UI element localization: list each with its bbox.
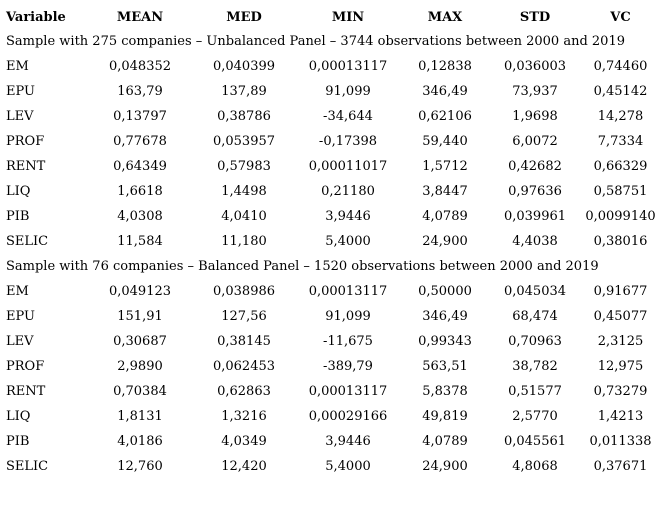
- cell-mean: 12,760: [117, 459, 163, 474]
- cell-min: 0,00013117: [308, 284, 388, 299]
- cell-mean: 151,91: [117, 309, 163, 324]
- cell-min: 91,099: [325, 84, 371, 99]
- table-row: [6, 104, 661, 129]
- cell-med: 0,038986: [212, 284, 276, 299]
- table-body: [6, 29, 661, 479]
- table-row: [6, 379, 661, 404]
- variable-name: LIQ: [6, 409, 31, 424]
- cell-min: -389,79: [323, 359, 373, 374]
- section-title: Sample with 76 companies – Balanced Panel – 1520 observations between 2000 and 2019: [6, 259, 599, 274]
- cell-max: 563,51: [422, 359, 468, 374]
- variable-name: LIQ: [6, 184, 31, 199]
- section-title: Sample with 275 companies – Unbalanced Panel – 3744 observations between 2000 and 2019: [6, 34, 625, 49]
- header-mean: MEAN: [116, 9, 164, 25]
- variable-name: RENT: [6, 384, 46, 399]
- cell-std: 1,9698: [512, 109, 558, 124]
- cell-std: 4,4038: [512, 234, 558, 249]
- cell-min: -34,644: [323, 109, 373, 124]
- table-row: [6, 354, 661, 379]
- cell-med: 0,57983: [217, 159, 271, 174]
- header-std: STD: [519, 9, 551, 25]
- cell-vc: 0,37671: [593, 459, 648, 474]
- cell-mean: 0,048352: [108, 59, 172, 74]
- descriptive-statistics-table: [6, 5, 661, 479]
- cell-mean: 0,049123: [108, 284, 172, 299]
- variable-name: EPU: [6, 84, 35, 99]
- cell-max: 24,900: [422, 459, 468, 474]
- cell-std: 4,8068: [512, 459, 558, 474]
- cell-max: 3,8447: [422, 184, 468, 199]
- cell-std: 0,036003: [503, 59, 567, 74]
- cell-max: 59,440: [422, 134, 468, 149]
- cell-mean: 0,64349: [113, 159, 167, 174]
- cell-max: 0,50000: [418, 284, 472, 299]
- cell-vc: 1,4213: [597, 409, 644, 424]
- cell-med: 0,040399: [212, 59, 276, 74]
- cell-med: 4,0410: [221, 209, 267, 224]
- variable-name: EM: [6, 284, 29, 299]
- cell-mean: 11,584: [117, 234, 163, 249]
- cell-std: 0,51577: [508, 384, 562, 399]
- cell-mean: 0,77678: [113, 134, 167, 149]
- cell-std: 2,5770: [512, 409, 558, 424]
- cell-mean: 0,13797: [113, 109, 167, 124]
- cell-std: 0,045561: [503, 434, 567, 449]
- cell-med: 0,62863: [217, 384, 271, 399]
- cell-std: 6,0072: [512, 134, 558, 149]
- variable-name: LEV: [6, 109, 34, 124]
- cell-vc: 2,3125: [597, 334, 644, 349]
- cell-std: 38,782: [512, 359, 558, 374]
- table-row: [6, 454, 661, 479]
- table-row: [6, 304, 661, 329]
- table-row: [6, 179, 661, 204]
- cell-min: 3,9446: [325, 209, 371, 224]
- cell-min: 5,4000: [325, 234, 371, 249]
- variable-name: SELIC: [6, 234, 49, 249]
- cell-mean: 0,30687: [113, 334, 167, 349]
- cell-max: 346,49: [422, 84, 468, 99]
- table-row: [6, 404, 661, 429]
- header-max: MAX: [427, 9, 463, 25]
- cell-vc: 0,91677: [593, 284, 648, 299]
- cell-min: 0,00011017: [308, 159, 388, 174]
- table-row: [6, 429, 661, 454]
- cell-std: 0,039961: [503, 209, 567, 224]
- section-title-row: [6, 254, 661, 279]
- header-min: MIN: [331, 9, 365, 25]
- cell-std: 0,70963: [508, 334, 562, 349]
- table-row: [6, 54, 661, 79]
- cell-std: 0,97636: [508, 184, 562, 199]
- cell-vc: 14,278: [597, 109, 644, 124]
- cell-med: 0,053957: [212, 134, 276, 149]
- header-med: MED: [226, 9, 262, 25]
- cell-min: 0,00013117: [308, 384, 388, 399]
- cell-vc: 0,45077: [593, 309, 648, 324]
- cell-max: 5,8378: [422, 384, 468, 399]
- cell-vc: 7,7334: [597, 134, 644, 149]
- cell-med: 127,56: [221, 309, 267, 324]
- cell-min: 3,9446: [325, 434, 371, 449]
- cell-mean: 1,6618: [117, 184, 163, 199]
- cell-mean: 0,70384: [113, 384, 167, 399]
- cell-vc: 0,66329: [593, 159, 648, 174]
- cell-max: 4,0789: [422, 434, 468, 449]
- cell-max: 1,5712: [422, 159, 468, 174]
- cell-min: 0,00013117: [308, 59, 388, 74]
- cell-std: 73,937: [512, 84, 558, 99]
- cell-max: 346,49: [422, 309, 468, 324]
- cell-med: 12,420: [221, 459, 267, 474]
- header-vc: VC: [610, 9, 631, 25]
- cell-vc: 0,38016: [593, 234, 648, 249]
- table-row: [6, 204, 661, 229]
- variable-name: PIB: [6, 209, 30, 224]
- cell-vc: 0,73279: [593, 384, 648, 399]
- cell-mean: 1,8131: [117, 409, 163, 424]
- cell-max: 4,0789: [422, 209, 468, 224]
- table-row: [6, 279, 661, 304]
- cell-std: 0,42682: [508, 159, 562, 174]
- variable-name: RENT: [6, 159, 46, 174]
- cell-mean: 2,9890: [117, 359, 163, 374]
- cell-vc: 0,011338: [589, 434, 652, 449]
- variable-name: LEV: [6, 334, 34, 349]
- cell-std: 0,045034: [503, 284, 567, 299]
- cell-med: 0,38145: [217, 334, 271, 349]
- table-row: [6, 129, 661, 154]
- cell-max: 0,99343: [418, 334, 472, 349]
- cell-med: 137,89: [221, 84, 267, 99]
- cell-mean: 4,0186: [117, 434, 163, 449]
- cell-vc: 0,58751: [593, 184, 648, 199]
- cell-med: 0,38786: [217, 109, 271, 124]
- cell-med: 0,062453: [212, 359, 276, 374]
- cell-max: 0,12838: [418, 59, 472, 74]
- header-variable: Variable: [6, 9, 66, 25]
- cell-min: 91,099: [325, 309, 371, 324]
- variable-name: PIB: [6, 434, 30, 449]
- cell-min: 0,21180: [321, 184, 375, 199]
- variable-name: EPU: [6, 309, 35, 324]
- cell-std: 68,474: [512, 309, 558, 324]
- cell-min: -11,675: [323, 334, 373, 349]
- variable-name: PROF: [6, 134, 45, 149]
- cell-med: 1,3216: [221, 409, 267, 424]
- cell-mean: 4,0308: [117, 209, 163, 224]
- cell-mean: 163,79: [117, 84, 163, 99]
- cell-max: 0,62106: [418, 109, 472, 124]
- cell-med: 11,180: [221, 234, 267, 249]
- table-row: [6, 329, 661, 354]
- cell-med: 4,0349: [221, 434, 267, 449]
- variable-name: EM: [6, 59, 29, 74]
- cell-vc: 12,975: [597, 359, 644, 374]
- header-row: [6, 5, 661, 29]
- cell-vc: 0,0099140: [585, 209, 656, 224]
- cell-max: 49,819: [422, 409, 468, 424]
- cell-vc: 0,74460: [593, 59, 648, 74]
- variable-name: SELIC: [6, 459, 49, 474]
- table-row: [6, 79, 661, 104]
- cell-med: 1,4498: [221, 184, 267, 199]
- cell-min: 0,00029166: [308, 409, 388, 424]
- cell-vc: 0,45142: [593, 84, 648, 99]
- variable-name: PROF: [6, 359, 45, 374]
- cell-min: 5,4000: [325, 459, 371, 474]
- section-title-row: [6, 29, 661, 54]
- cell-max: 24,900: [422, 234, 468, 249]
- table-row: [6, 229, 661, 254]
- cell-min: -0,17398: [318, 134, 378, 149]
- table-row: [6, 154, 661, 179]
